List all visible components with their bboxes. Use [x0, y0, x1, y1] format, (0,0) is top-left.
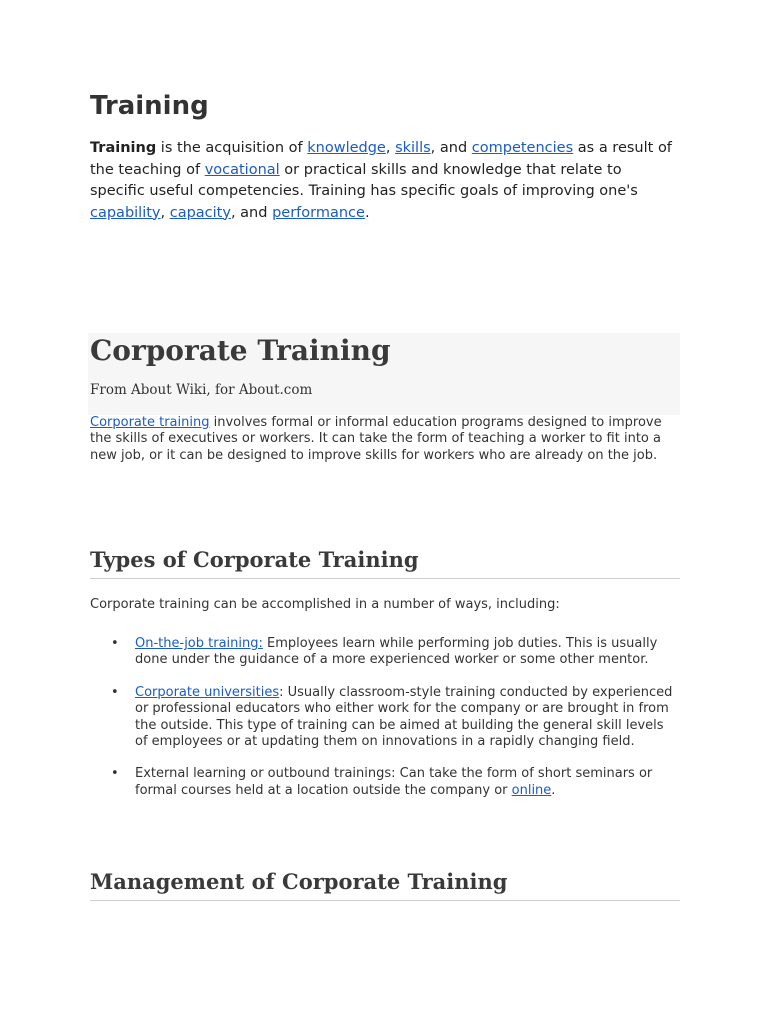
- list-item: • On-the-job training: Employees learn while performing job duties. This is usually done under the guidance of a more experienced worker or some other mentor.: [111, 636, 658, 668]
- link-performance[interactable]: performance: [272, 204, 365, 221]
- list-item: • Corporate universities: Usually classroom-style training conducted by experienced or professional educators who either work for the company or are brought in from the outside. This type of training can be aimed at building the general skill levels of employees or at updating them on innovations in a rapidly changing field.: [111, 684, 673, 750]
- corporate-training-paragraph: Corporate training involves formal or informal education programs designed to improve the skills of executives or workers. It can take the form of teaching a worker to fit into a new job, or it can be designed to improve skills for workers who are already on the job.: [90, 415, 662, 463]
- types-lead: Corporate training can be accomplished in a number of ways, including:: [90, 597, 560, 612]
- link-capability[interactable]: capability: [90, 204, 161, 221]
- link-online[interactable]: online: [511, 782, 552, 798]
- types-list: [90, 636, 680, 815]
- link-corporate-universities[interactable]: Corporate universities: [135, 684, 280, 700]
- list-item: • External learning or outbound trainings: Can take the form of short seminars or formal courses held at a location outside the company or online.: [111, 766, 653, 798]
- page-title: Training: [90, 91, 209, 121]
- link-skills[interactable]: skills: [395, 140, 431, 156]
- link-capacity[interactable]: capacity: [169, 204, 231, 221]
- bullet-icon: •: [111, 636, 119, 651]
- link-competencies[interactable]: competencies: [471, 140, 574, 156]
- link-corporate-training[interactable]: Corporate training: [90, 415, 210, 430]
- training-intro: Training is the acquisition of knowledge, skills, and competencies as a result of the teaching of vocational or practical skills and knowledge that relate to specific useful competencies. Training has specific goals of improving one's capability, capacity, and performance.: [90, 140, 672, 221]
- bullet-icon: •: [111, 766, 119, 782]
- link-on-the-job-training[interactable]: On-the-job training:: [135, 636, 263, 651]
- training-term: Training: [90, 140, 157, 156]
- types-heading: Types of Corporate Training: [90, 545, 680, 579]
- link-vocational[interactable]: vocational: [204, 161, 280, 178]
- source-attribution: From About Wiki, for About.com: [90, 382, 313, 398]
- link-knowledge[interactable]: knowledge: [307, 140, 386, 156]
- management-heading: Management of Corporate Training: [90, 867, 680, 901]
- bullet-icon: •: [111, 684, 119, 700]
- corporate-training-title: Corporate Training: [90, 334, 391, 367]
